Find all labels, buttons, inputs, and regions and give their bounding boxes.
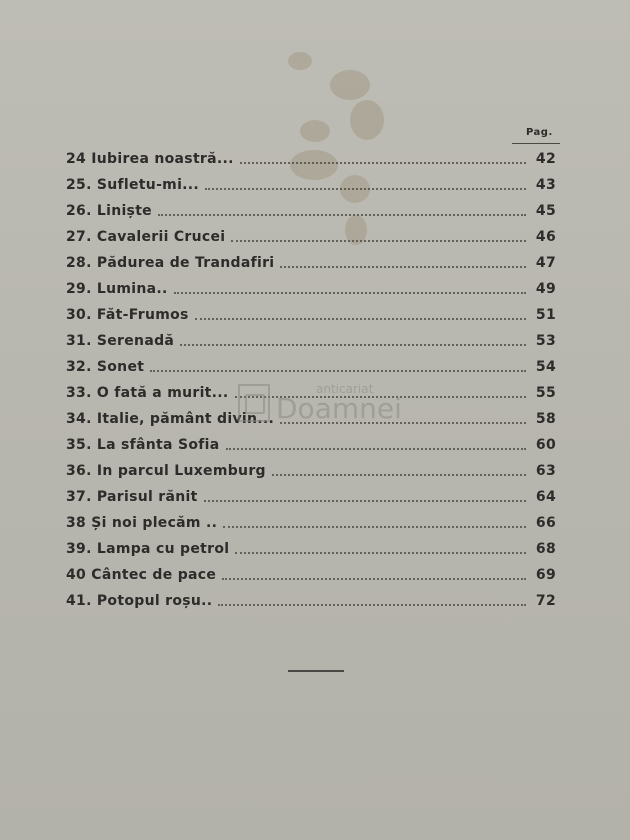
dot-leader: [158, 200, 526, 216]
toc-entry-page: 43: [535, 177, 556, 193]
watermark-large-text: Doamnei: [276, 392, 402, 425]
watermark: [238, 383, 402, 423]
toc-entry-page: 66: [535, 515, 556, 531]
toc-entry-title: 29. Lumina..: [66, 281, 168, 297]
toc-entry-title: 41. Potopul roșu..: [66, 593, 213, 609]
bookstore-logo-icon: [238, 384, 270, 422]
toc-entry: [66, 431, 556, 453]
end-divider: [288, 670, 344, 672]
dot-leader: [223, 512, 526, 528]
toc-entry-title: 27. Cavalerii Crucei: [66, 229, 226, 245]
toc-entry-title: 24 Iubirea noastră...: [66, 151, 234, 167]
toc-entry-title: 35. La sfânta Sofia: [66, 437, 220, 453]
toc-entry-title: 40 Cântec de pace: [66, 567, 217, 583]
toc-entry-title: 30. Făt-Frumos: [66, 307, 189, 323]
toc-entry-page: 58: [535, 411, 556, 427]
toc-entry: [66, 301, 556, 323]
dot-leader: [204, 486, 526, 502]
toc-entry-page: 46: [535, 229, 556, 245]
toc-entry-page: 64: [535, 489, 556, 505]
toc-entry-page: 63: [535, 463, 556, 479]
toc-entry: [66, 535, 556, 557]
toc-entry: [66, 483, 556, 505]
dot-leader: [272, 460, 526, 476]
dot-leader: [205, 174, 526, 190]
toc-entry-title: 38 Și noi plecăm ..: [66, 515, 218, 531]
toc-entry-page: 53: [535, 333, 556, 349]
dot-leader: [240, 148, 526, 164]
watermark-small-text: anticariat: [316, 382, 374, 396]
toc-entry-page: 69: [535, 567, 556, 583]
toc-entry-page: 60: [535, 437, 556, 453]
dot-leader: [231, 226, 526, 242]
toc-entry-page: 68: [535, 541, 556, 557]
toc-entry-title: 25. Sufletu-mi...: [66, 177, 200, 193]
toc-entry: [66, 509, 556, 531]
dot-leader: [174, 278, 526, 294]
toc-entry-page: 47: [535, 255, 556, 271]
toc-entry: [66, 197, 556, 219]
toc-entry-title: 32. Sonet: [66, 359, 145, 375]
toc-entry-page: 72: [535, 593, 556, 609]
dot-leader: [218, 590, 526, 606]
toc-entry-title: 36. In parcul Luxemburg: [66, 463, 266, 479]
toc-entry: [66, 587, 556, 609]
dot-leader: [226, 434, 526, 450]
toc-entry: [66, 223, 556, 245]
watermark-text: [276, 383, 402, 423]
dot-leader: [180, 330, 526, 346]
toc-entry-page: 55: [535, 385, 556, 401]
dot-leader: [150, 356, 526, 372]
toc-entry-page: 49: [535, 281, 556, 297]
toc-entry: [66, 275, 556, 297]
toc-entry: [66, 327, 556, 349]
dot-leader: [222, 564, 526, 580]
toc-entry: [66, 171, 556, 193]
toc-entry-title: 26. Liniște: [66, 203, 152, 219]
toc-entry: [66, 561, 556, 583]
toc-entry-title: 39. Lampa cu petrol: [66, 541, 230, 557]
toc-entry-title: 28. Pădurea de Trandafiri: [66, 255, 275, 271]
toc-entry-title: 33. O fată a murit...: [66, 385, 229, 401]
toc-entry-page: 42: [535, 151, 556, 167]
toc-entry-title: 37. Parisul rănit: [66, 489, 198, 505]
toc-entry: [66, 145, 556, 167]
toc-entry-page: 51: [535, 307, 556, 323]
page-column-header: Pag.: [526, 127, 553, 138]
toc-entry-title: 31. Serenadă: [66, 333, 175, 349]
toc-entry-page: 45: [535, 203, 556, 219]
toc-entry-title: 34. Italie, pământ divin...: [66, 411, 275, 427]
dot-leader: [235, 538, 526, 554]
toc-entry: [66, 353, 556, 375]
toc-entry-page: 54: [535, 359, 556, 375]
dot-leader: [280, 252, 526, 268]
toc-entry: [66, 457, 556, 479]
dot-leader: [195, 304, 526, 320]
toc-entry: [66, 249, 556, 271]
